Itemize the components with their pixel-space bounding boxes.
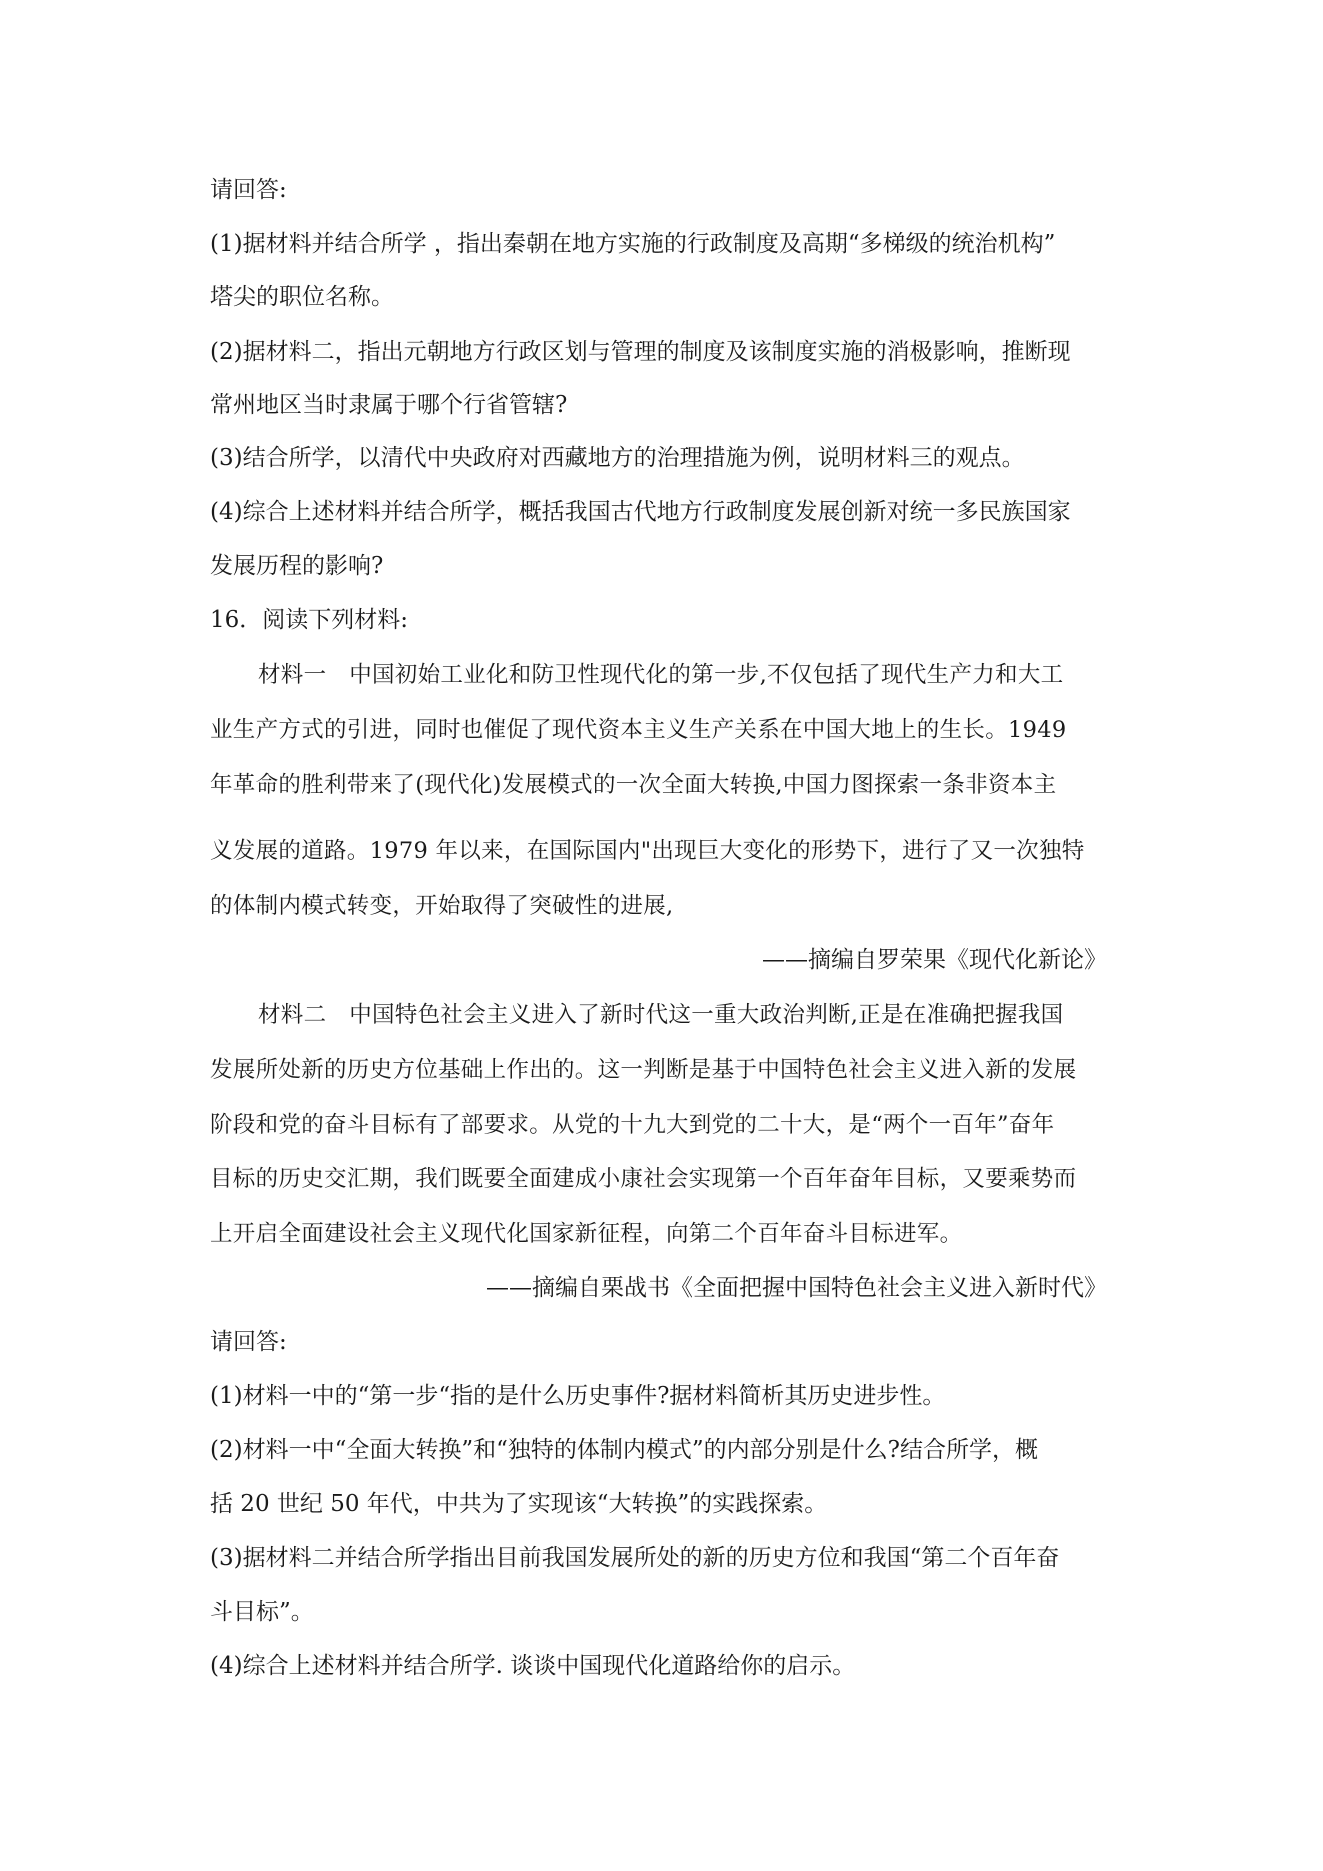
- material2-line: 材料二 中国特色社会主义进入了新时代这一重大政治判断,正是在准确把握我国: [258, 1002, 1064, 1028]
- material1-line: 年革命的胜利带来了(现代化)发展模式的一次全面大转换,中国力图探索一条非资本主: [210, 772, 1057, 798]
- q16-question-3-cont: 斗目标”。: [210, 1599, 314, 1625]
- material2-line: 阶段和党的奋斗目标有了部要求。从党的十九大到党的二十大，是“两个一百年”奋年: [210, 1112, 1055, 1138]
- q16-question-2-cont: 括 20 世纪 50 年代，中共为了实现该“大转换”的实践探索。: [210, 1491, 828, 1517]
- material1-line: 材料一 中国初始工业化和防卫性现代化的第一步,不仅包括了现代生产力和大工: [258, 662, 1064, 688]
- material2-source: ——摘编自栗战书《全面把握中国特色社会主义进入新时代》: [486, 1275, 1107, 1301]
- q16-question-2: (2)材料一中“全面大转换”和“独特的体制内模式”的内部分别是什么?结合所学，概: [210, 1437, 1038, 1463]
- q15-question-1-cont: 塔尖的职位名称。: [210, 284, 394, 310]
- q15-question-1: (1)据材料并结合所学 ，指出秦朝在地方实施的行政制度及高期“多梯级的统治机构”: [210, 231, 1056, 257]
- q16-heading: 16．阅读下列材料:: [210, 607, 409, 633]
- material1-line: 的体制内模式转变，开始取得了突破性的进展,: [210, 893, 674, 919]
- q15-question-3: (3)结合所学，以清代中央政府对西藏地方的治理措施为例，说明材料三的观点。: [210, 445, 1025, 471]
- material2-line: 发展所处新的历史方位基础上作出的。这一判断是基于中国特色社会主义进入新的发展: [210, 1057, 1077, 1083]
- material1-line: 义发展的道路。1979 年以来，在国际国内"出现巨大变化的形势下，进行了又一次独特: [210, 838, 1085, 864]
- q15-question-4-cont: 发展历程的影响?: [210, 553, 384, 579]
- material2-line: 目标的历史交汇期，我们既要全面建成小康社会实现第一个百年奋年目标，又要乘势而: [210, 1166, 1077, 1192]
- q15-question-4: (4)综合上述材料并结合所学，概括我国古代地方行政制度发展创新对统一多民族国家: [210, 499, 1071, 525]
- q16-intro: 请回答:: [210, 1329, 287, 1355]
- material1-line: 业生产方式的引进，同时也催促了现代资本主义生产关系在中国大地上的生长。1949: [210, 717, 1067, 743]
- material2-line: 上开启全面建设社会主义现代化国家新征程，向第二个百年奋斗目标进军。: [210, 1221, 963, 1247]
- q15-question-2: (2)据材料二，指出元朝地方行政区划与管理的制度及该制度实施的消极影响，推断现: [210, 339, 1071, 365]
- material1-source: ——摘编自罗荣果《现代化新论》: [762, 947, 1107, 973]
- q16-question-1: (1)材料一中的“第一步“指的是什么历史事件?据材料简析其历史进步性。: [210, 1383, 946, 1409]
- q15-question-2-cont: 常州地区当时隶属于哪个行省管辖?: [210, 392, 568, 418]
- q16-question-3: (3)据材料二并结合所学指出目前我国发展所处的新的历史方位和我国“第二个百年奋: [210, 1545, 1060, 1571]
- q15-intro: 请回答:: [210, 177, 287, 203]
- q16-question-4: (4)综合上述材料并结合所学. 谈谈中国现代化道路给你的启示。: [210, 1653, 856, 1679]
